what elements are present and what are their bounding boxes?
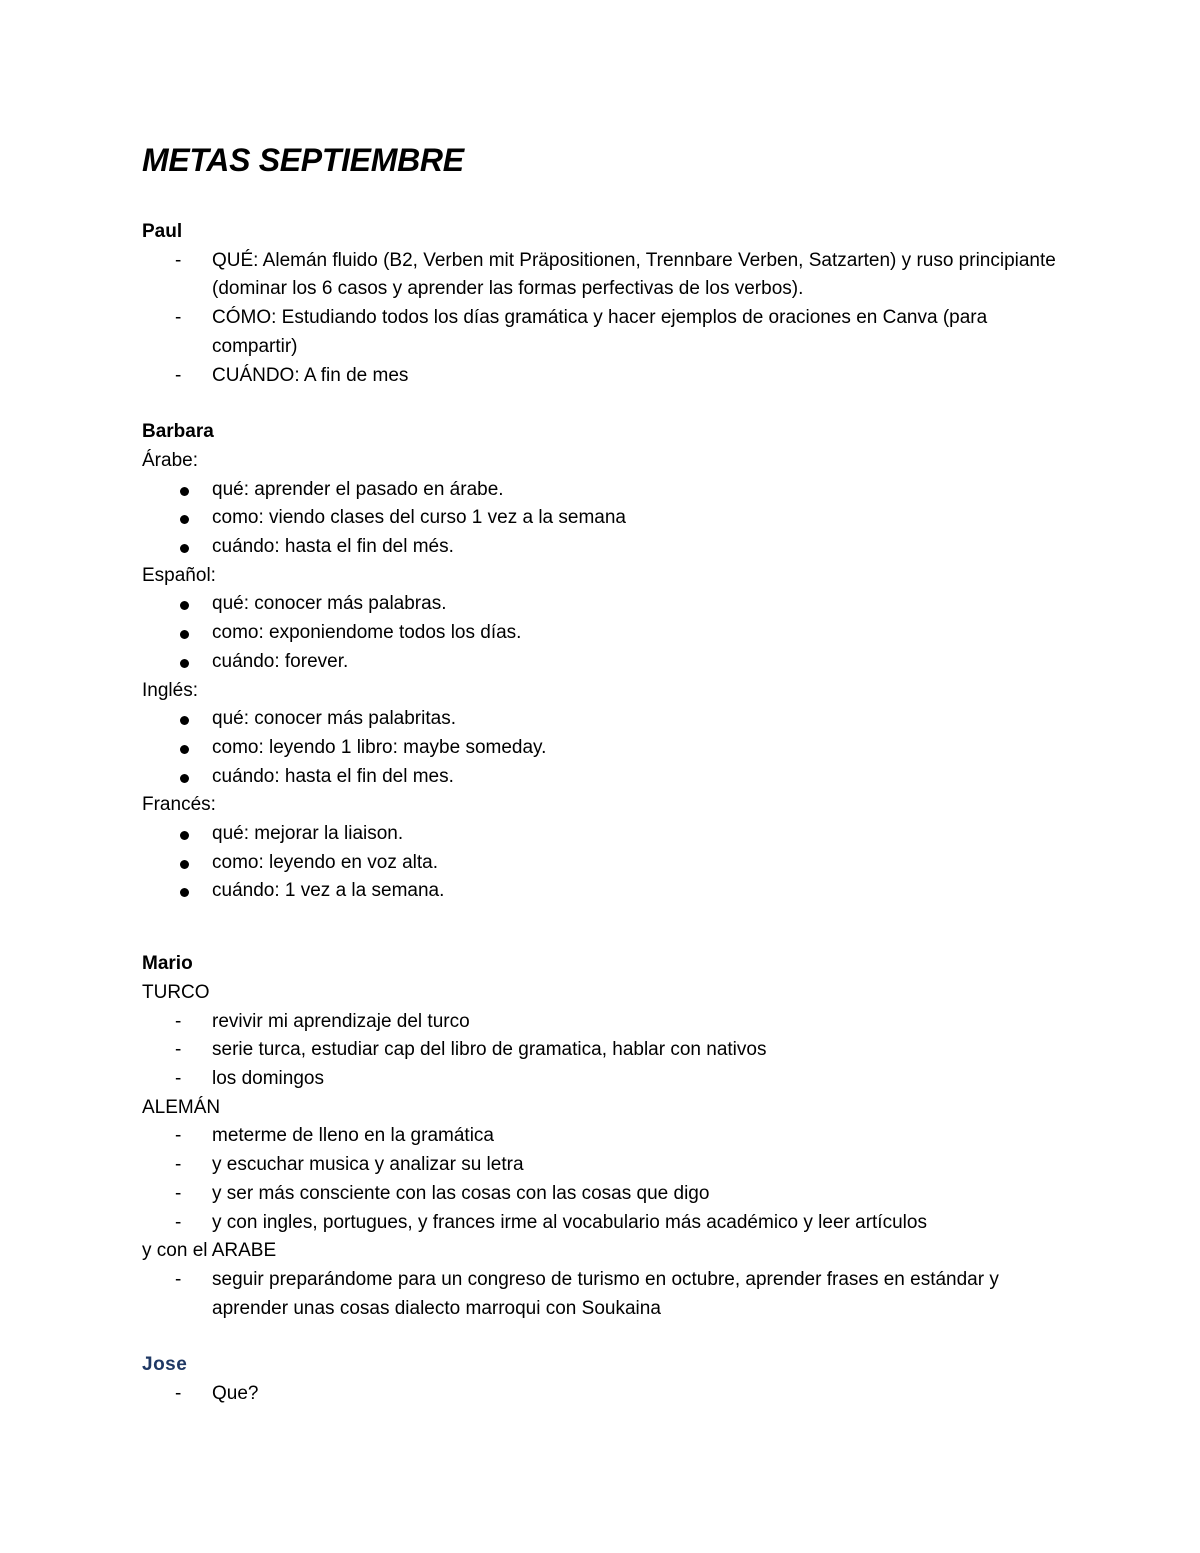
list-item: - QUÉ: Alemán fluido (B2, Verben mit Präpositionen, Trennbare Verben, Satzarten) y ruso principiante (dominar los 6 casos y aprender las formas perfectivas de los verbos). <box>142 247 1070 304</box>
turco-goal-list <box>142 1008 1070 1094</box>
person-name-barbara: Barbara <box>142 421 214 443</box>
section-jose <box>142 1351 1070 1408</box>
language-label-aleman: ALEMÁN <box>142 1096 221 1118</box>
list-item: qué: conocer más palabritas. <box>142 705 1070 734</box>
list-item: qué: mejorar la liaison. <box>142 820 1070 849</box>
language-label-espanol: Español: <box>142 564 216 586</box>
language-label-arabe-mario: y con el ARABE <box>142 1240 277 1262</box>
list-item: - revivir mi aprendizaje del turco <box>142 1008 1070 1037</box>
list-item: - los domingos <box>142 1065 1070 1094</box>
list-item: qué: conocer más palabras. <box>142 590 1070 619</box>
person-name-paul: Paul <box>142 221 183 242</box>
paul-goal-list <box>142 247 1070 391</box>
list-item: cuándo: hasta el fin del mes. <box>142 763 1070 792</box>
language-label-ingles: Inglés: <box>142 679 198 701</box>
list-item: - meterme de lleno en la gramática <box>142 1122 1070 1151</box>
espanol-goal-list <box>142 590 1070 676</box>
frances-goal-list <box>142 820 1070 906</box>
list-item: - y escuchar musica y analizar su letra <box>142 1151 1070 1180</box>
language-label-frances: Francés: <box>142 794 216 816</box>
list-item: como: viendo clases del curso 1 vez a la semana <box>142 504 1070 533</box>
list-item: - CÓMO: Estudiando todos los días gramática y hacer ejemplos de oraciones en Canva (para compartir) <box>142 304 1070 361</box>
jose-goal-list <box>142 1380 1070 1409</box>
person-name-mario: Mario <box>142 953 193 975</box>
ingles-goal-list <box>142 705 1070 791</box>
list-item: como: exponiendome todos los días. <box>142 619 1070 648</box>
list-item: cuándo: forever. <box>142 648 1070 677</box>
aleman-goal-list <box>142 1122 1070 1237</box>
section-paul <box>142 218 1070 390</box>
list-item: - y con ingles, portugues, y frances irme al vocabulario más académico y leer artículos <box>142 1209 1070 1238</box>
list-item: - serie turca, estudiar cap del libro de gramatica, hablar con nativos <box>142 1036 1070 1065</box>
arabe-mario-goal-list <box>142 1266 1070 1323</box>
person-name-jose: Jose <box>142 1354 188 1376</box>
list-item: - seguir preparándome para un congreso de turismo en octubre, aprender frases en estándar y aprender unas cosas dialecto marroqui con Soukaina <box>142 1266 1070 1323</box>
language-label-arabe: Árabe: <box>142 449 198 471</box>
list-item: cuándo: hasta el fin del més. <box>142 533 1070 562</box>
section-mario <box>142 950 1070 1323</box>
arabe-goal-list <box>142 476 1070 562</box>
document-title: METAS SEPTIEMBRE <box>142 142 464 178</box>
list-item: - Que? <box>142 1380 1070 1409</box>
list-item: - y ser más consciente con las cosas con las cosas que digo <box>142 1180 1070 1209</box>
list-item: cuándo: 1 vez a la semana. <box>142 877 1070 906</box>
list-item: como: leyendo 1 libro: maybe someday. <box>142 734 1070 763</box>
section-barbara <box>142 418 1070 906</box>
list-item: - CUÁNDO: A fin de mes <box>142 362 1070 391</box>
list-item: qué: aprender el pasado en árabe. <box>142 476 1070 505</box>
list-item: como: leyendo en voz alta. <box>142 849 1070 878</box>
language-label-turco: TURCO <box>142 981 210 1003</box>
